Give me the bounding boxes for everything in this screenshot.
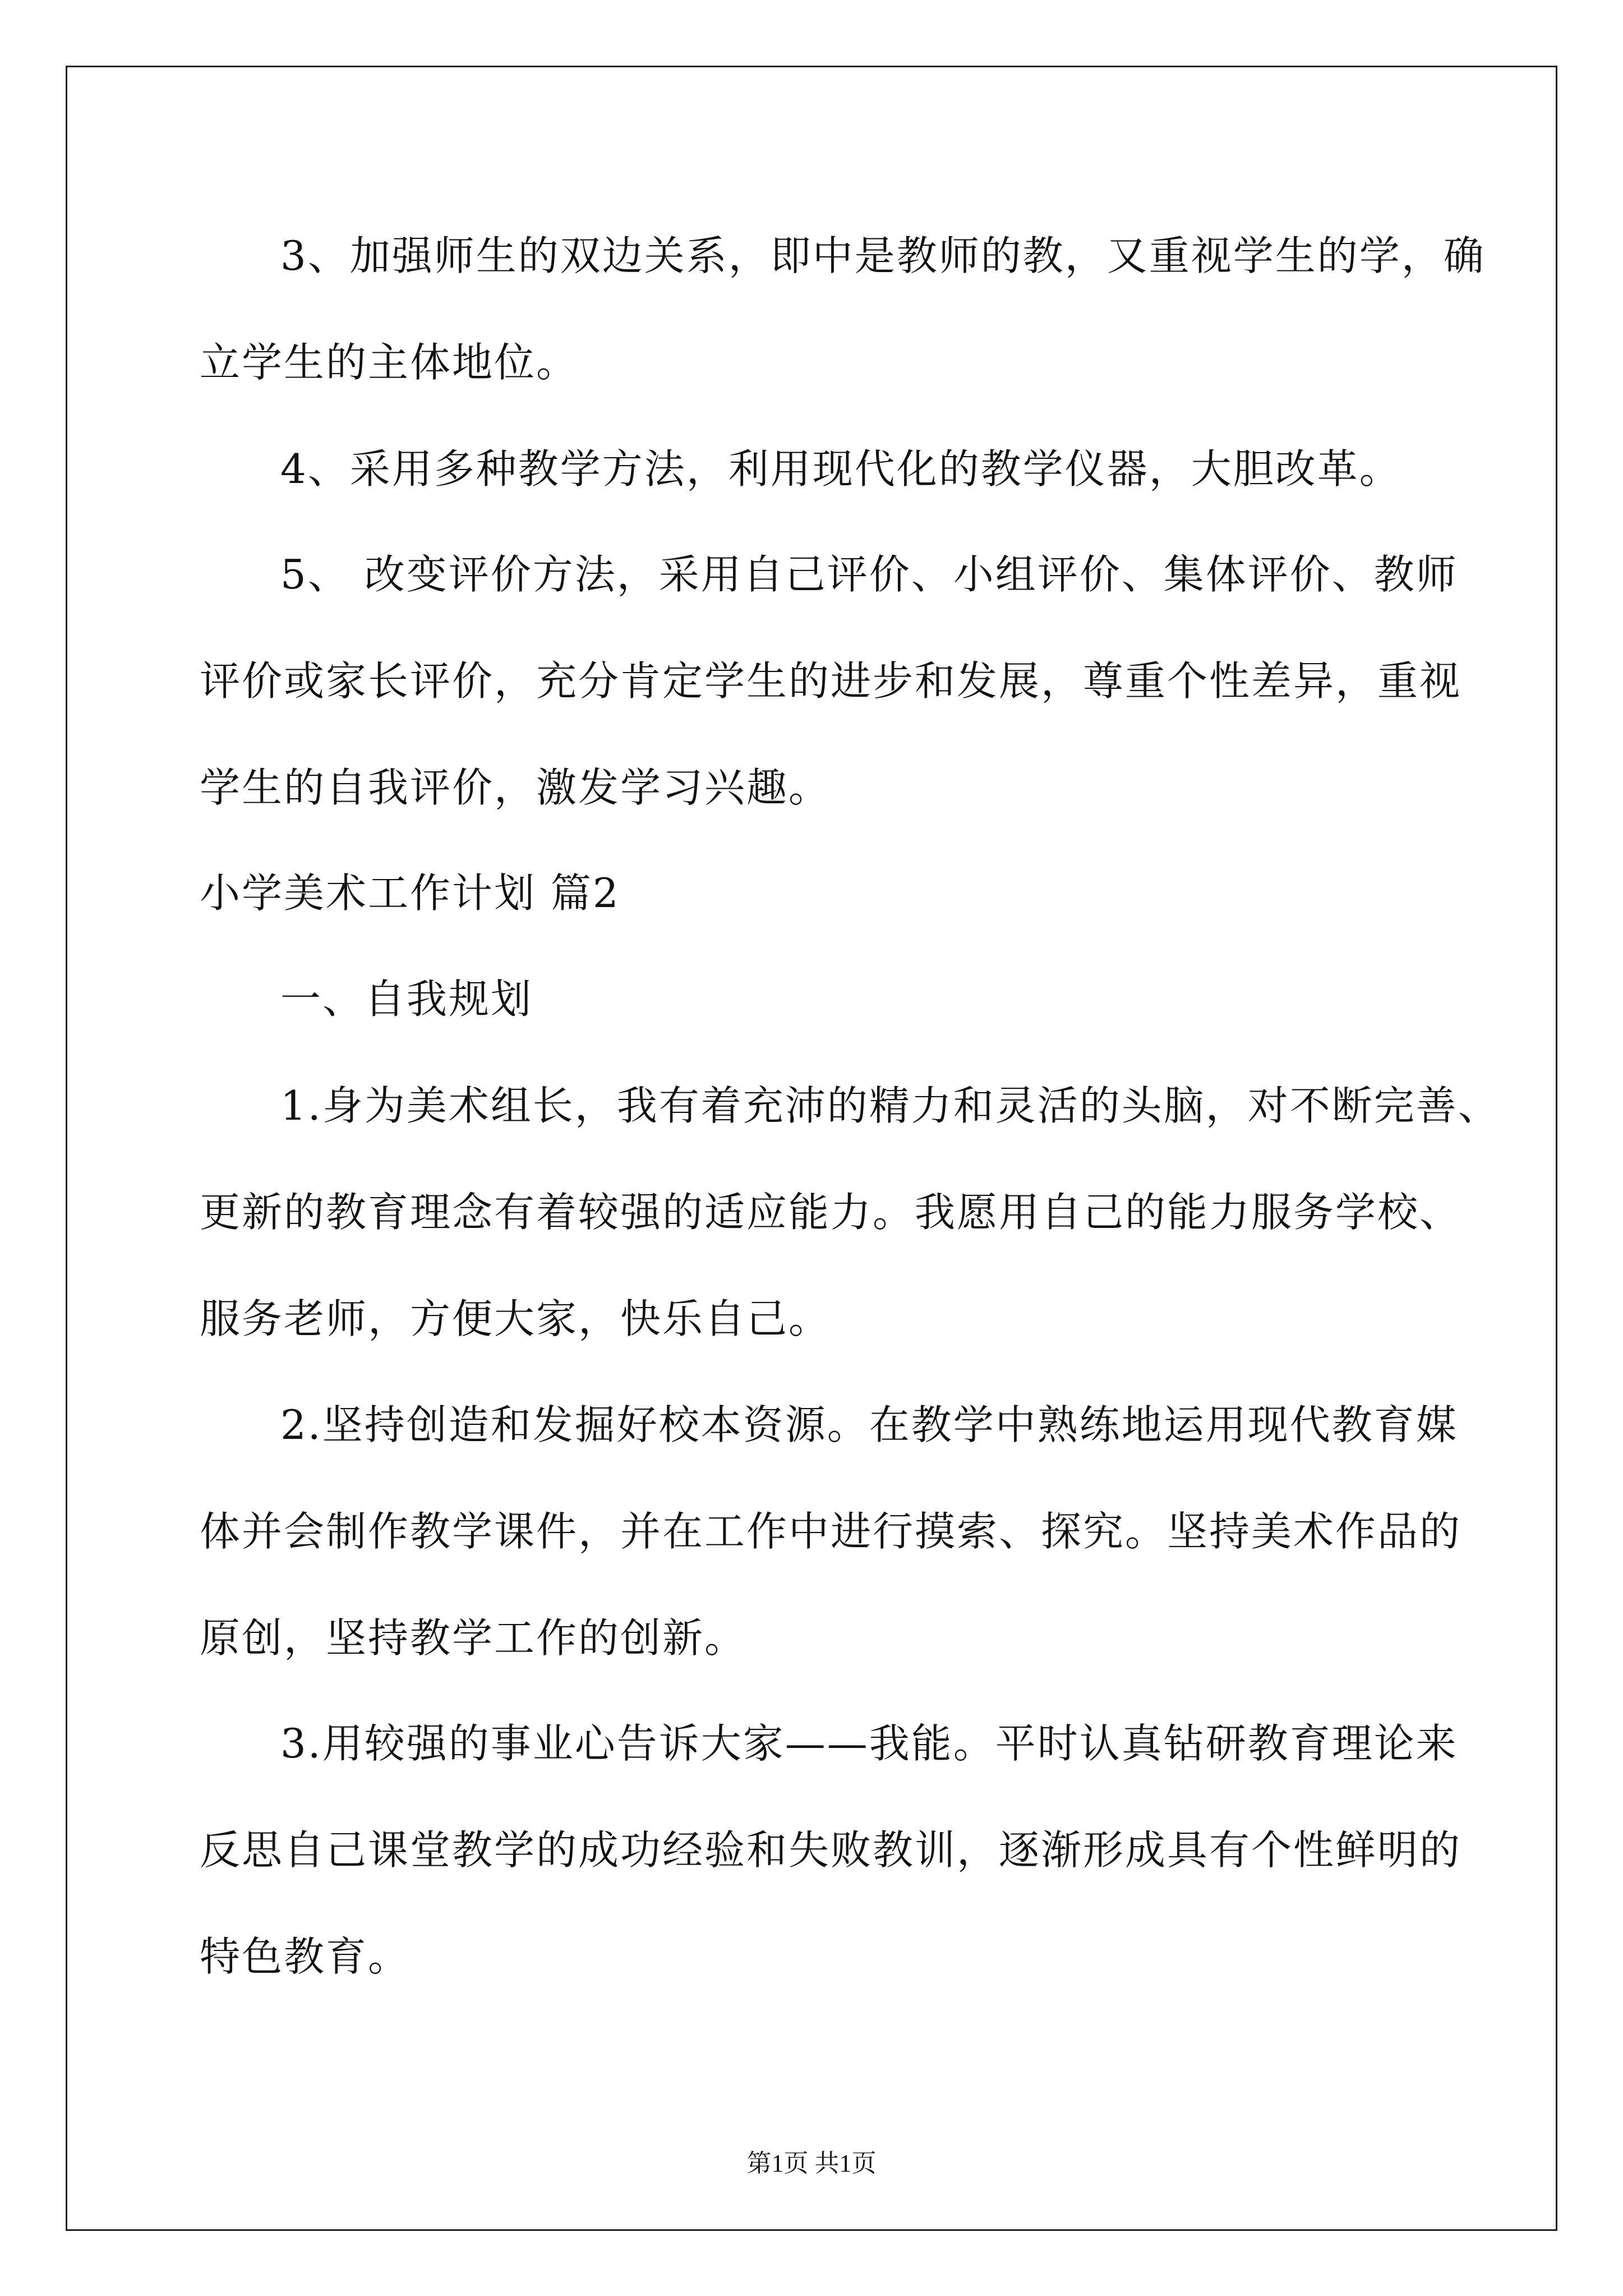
item-3-line-3: 特色教育。 <box>200 1933 411 1980</box>
paragraph-3-line-1: 3、加强师生的双边关系，即中是教师的教，又重视学生的学，确 <box>280 232 1486 279</box>
section-heading: 小学美术工作计划 篇2 <box>200 869 620 917</box>
subheading-self-plan: 一、自我规划 <box>280 976 533 1023</box>
item-2-line-2: 体并会制作教学课件，并在工作中进行摸索、探究。坚持美术作品的 <box>200 1508 1462 1555</box>
paragraph-5-line-2: 评价或家长评价，充分肯定学生的进步和发展，尊重个性差异，重视 <box>200 657 1462 705</box>
page-border <box>66 66 1557 2231</box>
item-3-line-1: 3.用较强的事业心告诉大家——我能。平时认真钻研教育理论来 <box>280 1720 1458 1767</box>
item-2-line-3: 原创，坚持教学工作的创新。 <box>200 1614 747 1662</box>
item-2-line-1: 2.坚持创造和发掘好校本资源。在教学中熟练地运用现代教育媒 <box>280 1401 1458 1448</box>
page-footer: 第1页 共1页 <box>746 2150 877 2177</box>
paragraph-4-line-1: 4、采用多种教学方法，利用现代化的教学仪器，大胆改革。 <box>280 445 1401 493</box>
item-1-line-1: 1.身为美术组长，我有着充沛的精力和灵活的头脑，对不断完善、 <box>280 1082 1500 1129</box>
item-3-line-2: 反思自己课堂教学的成功经验和失败教训，逐渐形成具有个性鲜明的 <box>200 1826 1462 1874</box>
paragraph-3-line-2: 立学生的主体地位。 <box>200 339 579 386</box>
item-1-line-2: 更新的教育理念有着较强的适应能力。我愿用自己的能力服务学校、 <box>200 1189 1462 1236</box>
paragraph-5-line-1: 5、 改变评价方法，采用自己评价、小组评价、集体评价、教师 <box>280 551 1458 598</box>
paragraph-5-line-3: 学生的自我评价，激发学习兴趣。 <box>200 764 831 811</box>
item-1-line-3: 服务老师，方便大家，快乐自己。 <box>200 1295 831 1342</box>
